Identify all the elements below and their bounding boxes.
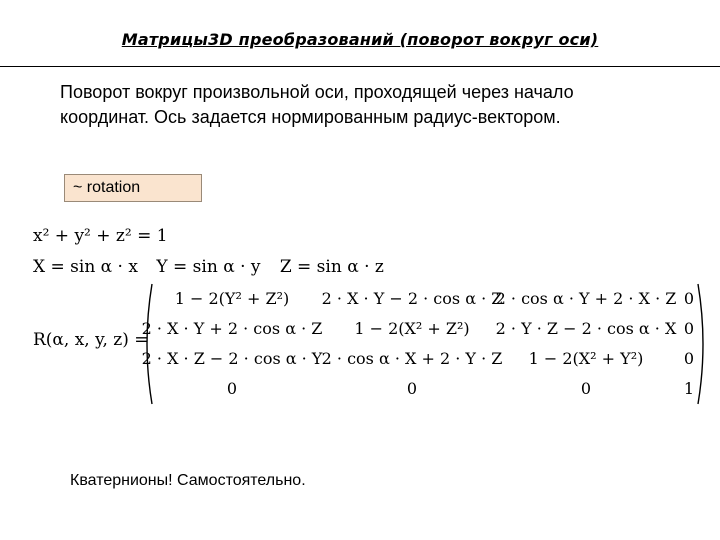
matrix-cell-r4-c3: 0 bbox=[580, 379, 592, 398]
y-component-formula: Y = sin α · y bbox=[156, 257, 261, 277]
matrix-cell-r1-c2: 2 · X · Y − 2 · cos α · Z bbox=[321, 289, 503, 308]
title-divider bbox=[0, 66, 720, 67]
intro-line-2: координат. Ось задается нормированным радиус-вектором. bbox=[60, 107, 561, 127]
axis-components bbox=[33, 257, 393, 277]
footer-note: Кватернионы! Самостоятельно. bbox=[70, 472, 306, 489]
matrix-cell-r4-c4: 1 bbox=[683, 379, 695, 398]
intro-text bbox=[60, 80, 700, 130]
matrix-cell-r4-c1: 0 bbox=[226, 379, 238, 398]
matrix-cell-r3-c2: 2 · cos α · X + 2 · Y · Z bbox=[321, 349, 503, 368]
matrix-cell-r2-c2: 1 − 2(X² + Z²) bbox=[354, 319, 470, 338]
z-component-formula: Z = sin α · z bbox=[279, 257, 384, 277]
matrix-cell-r4-c2: 0 bbox=[406, 379, 418, 398]
rotation-tag: ~ rotation bbox=[64, 174, 202, 202]
x-component-formula: X = sin α · x bbox=[33, 257, 138, 277]
matrix-cell-r3-c4: 0 bbox=[683, 349, 695, 368]
norm-equation: x² + y² + z² = 1 bbox=[33, 226, 168, 246]
intro-line-1: Поворот вокруг произвольной оси, проходящей через начало bbox=[60, 82, 574, 102]
matrix-cell-r2-c1: 2 · X · Y + 2 · cos α · Z bbox=[141, 319, 323, 338]
matrix-cell-r1-c3: 2 · cos α · Y + 2 · X · Z bbox=[495, 289, 677, 308]
matrix-cell-r2-c4: 0 bbox=[683, 319, 695, 338]
rotation-matrix bbox=[141, 287, 708, 403]
matrix-cell-r1-c1: 1 − 2(Y² + Z²) bbox=[174, 289, 290, 308]
matrix-cell-r2-c3: 2 · Y · Z − 2 · cos α · X bbox=[495, 319, 677, 338]
matrix-cell-r1-c4: 0 bbox=[683, 289, 695, 308]
matrix-cell-r3-c1: 2 · X · Z − 2 · cos α · Y bbox=[141, 349, 323, 368]
slide-title: Матрицы3D преобразований (поворот вокруг оси) bbox=[121, 30, 599, 49]
matrix-cell-r3-c3: 1 − 2(X² + Y²) bbox=[528, 349, 644, 368]
rotation-matrix-label: R(α, x, y, z) = bbox=[33, 330, 149, 350]
